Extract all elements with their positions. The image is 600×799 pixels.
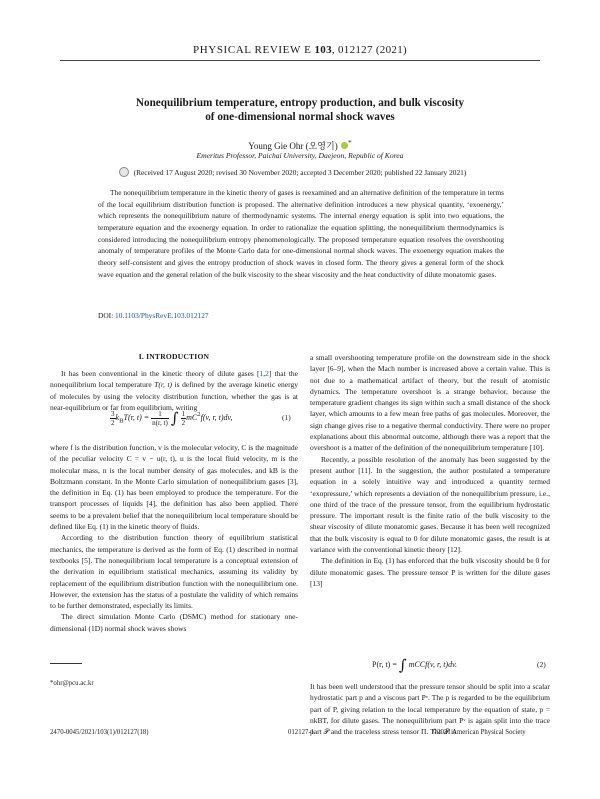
title-line-2: of one-dimensional normal shock waves: [205, 111, 395, 123]
right-column-top: [310, 352, 550, 589]
journal-volume: 103: [314, 44, 332, 56]
publication-dates: (Received 17 August 2020; revised 30 November 2020; accepted 3 December 2020; published 22 January 2021): [133, 168, 467, 177]
temperature-symbol: T(r, t): [154, 380, 173, 390]
header-rule: [60, 60, 540, 61]
abstract: The nonequilibrium temperature in the kinetic theory of gases is reexamined and an alternative definition of the temperature in terms of the local equilibrium distribution function is proposed. The alternative definition introduces a new physical quantity, ‘exoenergy,’ which represents the nonequilibrium nature of thermodynamic systems. The internal energy equation is split into two equations, the temperature equation and the exoenergy equation. In order to rationalize the equation splitting, the nonequilibrium thermodynamics is considered introducing the nonequilibrium entropy phenomenologically. The proposed temperature equation resolves the overshooting anomaly of temperature profiles of the Monte Carlo data for one-dimensional normal shock waves. The exoenergy equation makes the theory self-consistent and gives the entropy production of shock waves in closed form. The theory gives a general form of the shock wave equation and the general relation of the bulk viscosity to the shear viscosity and the heat conductivity of dilute monatomic gases.: [98, 188, 504, 279]
ref-link[interactable]: 2: [265, 369, 269, 378]
footnote-rule: [50, 663, 82, 664]
title-line-1: Nonequilibrium temperature, entropy production, and bulk viscosity: [135, 97, 465, 109]
journal-name: PHYSICAL REVIEW E: [193, 44, 312, 56]
footer-copyright: ©2021 American Physical Society: [432, 729, 526, 736]
author-marker: *: [347, 138, 352, 147]
author-affiliation: Emeritus Professor, Paichai University, Daejeon, Republic of Korea: [196, 151, 404, 160]
author-email-footnote: *ohr@pcu.ac.kr: [50, 680, 94, 687]
intro-paragraph-8: It has been well understood that the pressure tensor should be split into a scalar hydrostatic part p and a viscous part Pᵛ. The p is regarded to be the equilibrium part of P, giving relation to the local temperature by the equation of state, p = nkBT, for dilute gases. The nonequilibrium part Pᵛ is again split into the trace part 𝒫 and the traceless stress tensor Π. The 𝒫 is: [310, 682, 550, 737]
intro-paragraph-1: It has been conventional in the kinetic theory of dilute gases [1,2] that the nonequilibrium local temperature T(r, t) is defined by the average kinetic energy of molecules by using the velocity distribution function, whether the gas is at near-equilibrium or far from equilibrium, writing: [50, 369, 298, 412]
intro-paragraph-2: where f is the distribution function, v is the molecular velocity, C is the magnitude of the peculiar velocity C = v − u(r, t), u is the local fluid velocity, m is the molecular mass, n is the local number density of gas molecules, and kB is the Boltzmann constant. In the Monte Carlo simulation of nonequilibrium gases [3], the definition in Eq. (1) has been employed to produce the temperature. For the transport processes of liquids [4], the definition has also been applied. There seems to be a prevalent belief that the nonequilibrium local temperature should be defined like Eq. (1) in the kinetic theory of fluids.: [50, 443, 298, 532]
intro-paragraph-4: The direct simulation Monte Carlo (DSMC) method for stationary one-dimensional (1D) normal shock waves shows: [50, 612, 298, 633]
author-line: [0, 138, 600, 152]
journal-article-info: , 012127 (2021): [331, 44, 407, 56]
footer-page-number: 012127-1: [288, 729, 315, 736]
footer-identifier: 2470-0045/2021/103(1)/012127(18): [50, 729, 149, 736]
equation-1: $\frac{3}{2}$ $k_BT(r$, t) = $\frac{1}{n(r, t)}$ ∫ $\frac{1}{2}$ $mC^2f(v$, r, t)dv,: [111, 409, 233, 427]
intro-paragraph-7: The definition in Eq. (1) has enforced that the bulk viscosity should be 0 for dilute monatomic gases. The pressure tensor P is written for the dilute gases [13]: [310, 556, 550, 588]
paper-title: [80, 96, 520, 124]
doi-label: DOI:: [98, 311, 116, 320]
ref-link[interactable]: 1: [259, 369, 264, 378]
author-name: Young Gie Ohr (오영기): [248, 141, 338, 151]
doi-link[interactable]: 10.1103/PhysRevE.103.012127: [115, 311, 209, 320]
equation-2: P(r, t) = ∫ mCCf(v, r, t)dv.: [372, 656, 458, 674]
left-column-top: [50, 368, 298, 413]
left-column-bottom: [50, 442, 298, 634]
orcid-icon[interactable]: [341, 142, 348, 149]
section-heading: I. INTRODUCTION: [138, 352, 210, 361]
equation-1-number: (1): [282, 413, 291, 422]
doi-line: [98, 311, 209, 320]
intro-paragraph-5: a small overshooting temperature profile on the downstream side in the shock layer [6–9], when the Mach number is increased above a certain value. This is not due to a mathematical artifact of theory, but the result of atomistic dynamics. The temperature overshoot is a strange behavior, because the temperature gradient changes its sign within such a small distance of the shock layer, which amounts to a few mean free paths of gas molecules. Moreover, the sign change gives rise to a negative thermal conductivity. There were no proper explanations about this abnormal outcome, although there was a report that the overshoot is a matter of the definition of the nonequilibrium temperature [10].: [310, 353, 550, 453]
intro-paragraph-3: According to the distribution function theory of equilibrium statistical mechanics, the temperature is derived as the form of Eq. (1) described in normal textbooks [5]. The nonequilibrium local temperature is a conceptual extension of the derivation in equilibrium statistical mechanics, assuming its validity by replacement of the equilibrium distribution function with the nonequilibrium one. However, the extension has the status of a postulate the validity of which remains to be further demonstrated, especially its limits.: [50, 533, 298, 611]
intro-paragraph-6: Recently, a possible resolution of the anomaly has been suggested by the present author [11]. In the suggestion, the author postulated a temperature equation in a solely intuitive way and introduced a quantity termed ‘exopressure,’ which represents a deviation of the nonequilibrium pressure, i.e., one third of the trace of the pressure tensor, from the equilibrium hydrostatic pressure. The important result is the finite ratio of the bulk viscosity to the shear viscosity of dilute monatomic gases. Because it has been well recognized that the bulk viscosity is equal to 0 for dilute monatomic gases, the result is at variance with the conventional kinetic theory [12].: [310, 454, 550, 555]
journal-header: [0, 44, 600, 56]
equation-2-number: (2): [537, 660, 546, 669]
